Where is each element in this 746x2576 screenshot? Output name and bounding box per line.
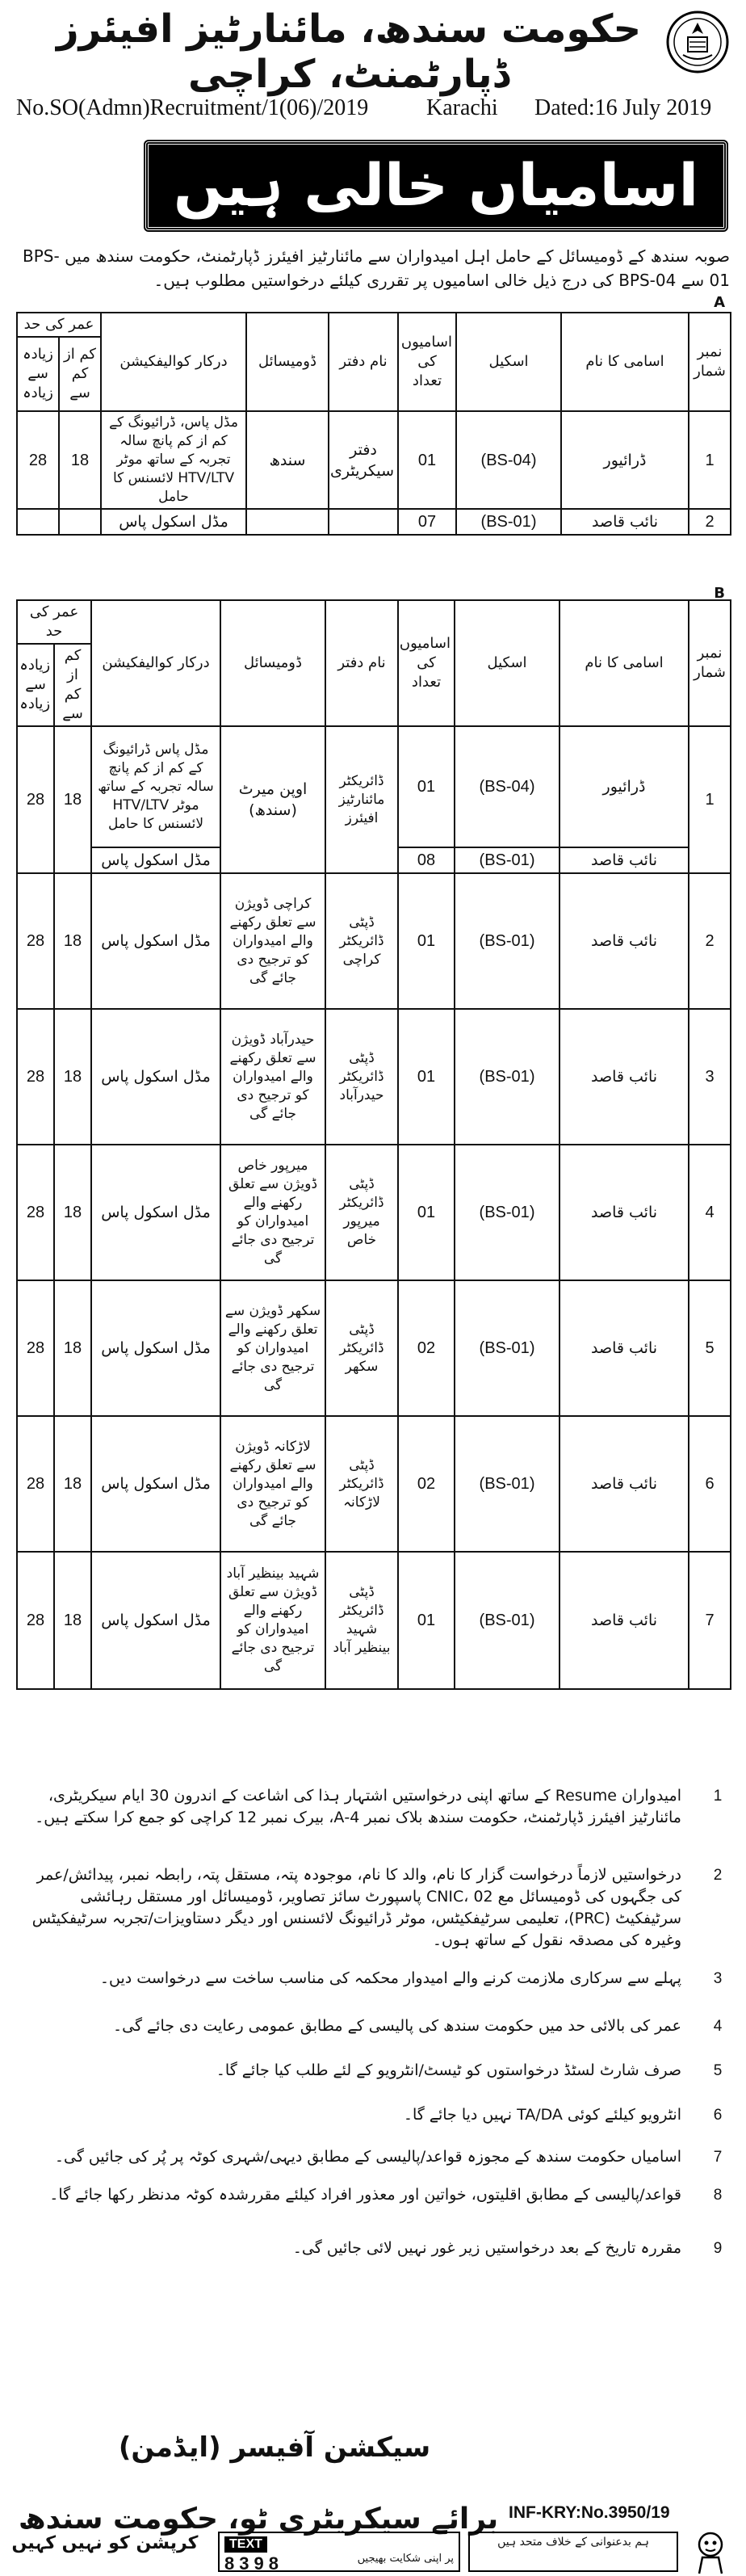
table-row: 2 نائب قاصد (BS-01) 01 ڈپٹی ڈائریکٹر کراچی کراچی ڈویژن سے تعلق رکھنے والے امیدواران کو ترجیح دی جائے گی مڈل اسکول پاس 18 28 xyxy=(17,873,731,1009)
table-b-header-row: نمبر شمار اسامی کا نام اسکیل اسامیوں کی تعداد نام دفتر ڈومیسائل درکار کوالیفکیشن عمر کی حد xyxy=(17,600,731,644)
complaint-sms-box xyxy=(218,2532,460,2572)
list-item: 9 مقررہ تاریخ کے بعد درخواستیں زیر غور نہیں لائی جائیں گی۔ xyxy=(292,2239,723,2257)
table-row: 7 نائب قاصد (BS-01) 01 ڈپٹی ڈائریکٹر شہید بینظیر آباد شہید بینظیر آباد ڈویژن سے تعلق رکھنے والے امیدواران کو ترجیح دی جائے گی مڈل اسکول پاس 18 28 xyxy=(17,1552,731,1689)
table-row: 2 نائب قاصد (BS-01) 07 مڈل اسکول پاس xyxy=(17,509,731,535)
table-row: نائب قاصد (BS-01) 08 مڈل اسکول پاس xyxy=(17,847,731,873)
col-qualification: درکار کوالیفکیشن xyxy=(101,313,246,411)
col-age: عمر کی حد xyxy=(17,313,101,337)
text-badge: TEXT xyxy=(224,2536,267,2553)
table-row: 4 نائب قاصد (BS-01) 01 ڈپٹی ڈائریکٹر میرپور خاص میرپور خاص ڈویژن سے تعلق رکھنے والے امیدواران کو ترجیح دی جائے گی مڈل اسکول پاس 18 28 xyxy=(17,1145,731,1280)
table-row: 1 ڈرائیور (BS-04) 01 ڈائریکٹر مائنارٹیز افیئرز اوپن میرٹ (سندھ) مڈل پاس ڈرائیونگ کے کم از کم پانچ سالہ تجربہ کے ساتھ موٹر HTV/LTV لائسنس کا حامل 18 28 xyxy=(17,726,731,847)
anti-corruption-slogan: ہم بدعنوانی کے خلاف متحد ہیں xyxy=(468,2532,678,2572)
sms-instruction: پر اپنی شکایت بھیجیں xyxy=(357,2553,454,2565)
list-item: 1 امیدواران Resume کے ساتھ اپنی درخواستیں اشتہار ہذا کی اشاعت کے اندرون 30 ایام سیکریٹری، مائنارٹیز افیئرز ڈپارٹمنٹ، حکومت سندھ بلاک نمبر 4-A، بیرک نمبر 12 کراچی کو جمع کرا سکتے ہیں۔ xyxy=(35,1787,723,1826)
table-row: 1 ڈرائیور (BS-04) 01 دفتر سیکریٹری سندھ مڈل پاس، ڈرائیونگ کے کم از کم پانچ سالہ تجربہ کے ساتھ موٹر HTV/LTV لائسنس کا حامل 18 28 xyxy=(17,411,731,509)
col-age-min: کم از کم سے xyxy=(59,337,101,411)
list-item: 2 درخواستیں لازماً درخواست گزار کا نام، والد کا نام، موجودہ پتہ، مستقل پتہ، رابطہ نمبر، پیدائش/عمر کی جگہوں کی ڈومیسائل مع CNIC، 02 پاسپورٹ سائز تصاویر، ڈومیسائل اور مستقل رہائشی سرٹیفکیٹ (PRC)، تعلیمی سرٹیفکیٹس، موٹر ڈرائیونگ لائسنس اور دیگر دستاویزات/تجربہ سرٹیفکیٹس وغیرہ کی مصدقہ نقول کے ساتھ ہوں۔ xyxy=(31,1866,723,1949)
reference-number: No.SO(Admn)Recruitment/1(06)/2019 xyxy=(16,95,369,120)
table-b: نمبر شمار اسامی کا نام اسکیل اسامیوں کی تعداد نام دفتر ڈومیسائل درکار کوالیفکیشن عمر کی حد کم از کم سے زیادہ سے زیادہ 1 ڈرائیور (BS-04) 01 ڈائریکٹر مائنارٹیز افیئرز اوپن میرٹ (سندھ) مڈل پاس ڈرائیونگ کے کم از کم پانچ سالہ تجربہ کے ساتھ موٹر HTV/LTV لائسنس کا حامل 18 28 نائب قاصد (BS-01) 08 مڈل اسکول پاس 2 نائب قاصد (BS-01) 01 ڈپٹی ڈائریکٹر کراچی کراچی ڈویژن سے تعلق رکھنے والے امیدواران کو ترجیح دی جائے گی مڈل اسکول پاس 18 28 3 نائب قاصد (BS-01) 01 ڈپٹی ڈائریکٹر حیدرآباد حیدرآباد ڈویژن سے تعلق رکھنے والے امیدواران کو ترجیح دی جائے گی مڈل اسکول پاس 18 28 4 نائب قاصد (BS-01) 01 ڈپٹی ڈائریکٹر میرپور خاص میرپور خاص ڈویژن سے تعلق رکھنے والے امیدواران کو ترجیح دی جائے گی مڈل اسکول پاس 18 28 5 نائب قاصد (BS-01) 02 ڈپٹی ڈائریکٹر سکھر سکھر ڈویژن سے تعلق رکھنے والے امیدواران کو ترجیح دی جائے گی مڈل اسکول پاس 18 28 6 نائب قاصد (BS-01) 02 ڈپٹی ڈائریکٹر لاڑکانہ لاڑکانہ ڈویژن سے تعلق رکھنے والے امیدواران کو ترجیح دی جائے گی مڈل اسکول پاس 18 28 7 نائب قاصد (BS-01) 01 ڈپٹی ڈائریکٹر شہید بینظیر آباد شہید بینظیر آباد ڈویژن سے تعلق رکھنے والے امیدواران کو ترجیح دی جائے گی مڈل اسکول پاس 18 28 xyxy=(16,599,731,1690)
table-row: 5 نائب قاصد (BS-01) 02 ڈپٹی ڈائریکٹر سکھر سکھر ڈویژن سے تعلق رکھنے والے امیدواران کو ترجیح دی جائے گی مڈل اسکول پاس 18 28 xyxy=(17,1280,731,1416)
table-a-header-row xyxy=(17,313,731,337)
vacancies-banner: اسامیاں خالی ہیں xyxy=(145,141,727,230)
sms-number: 8398 xyxy=(224,2553,283,2574)
date: Dated:16 July 2019 xyxy=(534,95,712,120)
table-row: 3 نائب قاصد (BS-01) 01 ڈپٹی ڈائریکٹر حیدرآباد حیدرآباد ڈویژن سے تعلق رکھنے والے امیدواران کو ترجیح دی جائے گی مڈل اسکول پاس 18 28 xyxy=(17,1009,731,1145)
col-post: اسامی کا نام xyxy=(561,313,689,411)
col-scale: اسکیل xyxy=(456,313,561,411)
table-row: 6 نائب قاصد (BS-01) 02 ڈپٹی ڈائریکٹر لاڑکانہ لاڑکانہ ڈویژن سے تعلق رکھنے والے امیدواران کو ترجیح دی جائے گی مڈل اسکول پاس 18 28 xyxy=(17,1416,731,1552)
list-item: 3 پہلے سے سرکاری ملازمت کرنے والے امیدوار محکمہ کی مناسب ساخت سے درخواست دیں۔ xyxy=(99,1969,723,1987)
list-item: 5 صرف شارٹ لسٹڈ درخواستوں کو ٹیسٹ/انٹرویو کے لئے طلب کیا جائے گا۔ xyxy=(216,2061,723,2079)
mascot-icon xyxy=(686,2527,735,2575)
section-b-label: B xyxy=(714,585,725,602)
say-no-to-corruption: کرپشن کو نہیں کہیں xyxy=(11,2533,199,2553)
list-item: 7 اسامیاں حکومت سندھ کے مجوزہ قواعد/پالیسی کے مطابق دیہی/شہری کوٹہ پر پُر کی جائیں گی۔ xyxy=(54,2148,723,2166)
col-domicile: ڈومیسائل xyxy=(246,313,329,411)
notice-header xyxy=(0,0,746,137)
list-item: 4 عمر کی بالائی حد میں حکومت سندھ کی پالیسی کے مطابق عمومی رعایت دی جائے گی۔ xyxy=(112,2017,723,2035)
city: Karachi xyxy=(426,95,498,120)
department-title: حکومت سندھ، مائنارٹیز افیئرز ڈپارٹمنٹ، کراچی xyxy=(56,6,642,97)
intro-paragraph: صوبہ سندھ کے ڈومیسائل کے حامل اہل امیدواران سے مائنارٹیز افیئرز ڈپارٹمنٹ، حکومت سندھ میں BPS-01 سے BPS-04 کی درج ذیل خالی اسامیوں پر تقرری کیلئے درخواستیں مطلوب ہیں۔ xyxy=(23,246,730,290)
list-item: 8 قواعد/پالیسی کے مطابق اقلیتوں، خواتین اور معذور افراد کیلئے مقررشدہ کوٹہ مدنظر رکھا جائے گا۔ xyxy=(49,2186,723,2204)
col-age-max: زیادہ سے زیادہ xyxy=(17,337,59,411)
col-office: نام دفتر xyxy=(329,313,398,411)
sindh-government-emblem xyxy=(665,10,730,74)
footer-strip xyxy=(0,2527,746,2576)
section-a-label: A xyxy=(714,294,725,311)
for-secretary: برائے سیکریٹری ٹو، حکومت سندھ xyxy=(18,2502,499,2536)
section-officer: سیکشن آفیسر (ایڈمن) xyxy=(118,2431,431,2464)
table-a xyxy=(16,312,731,536)
col-serial: نمبر شمار xyxy=(689,313,731,411)
list-item: 6 انٹرویو کیلئے کوئی TA/DA نہیں دیا جائے گا۔ xyxy=(403,2106,723,2124)
col-count: اسامیوں کی تعداد xyxy=(398,313,456,411)
inf-code: INF-KRY:No.3950/19 xyxy=(509,2503,670,2522)
